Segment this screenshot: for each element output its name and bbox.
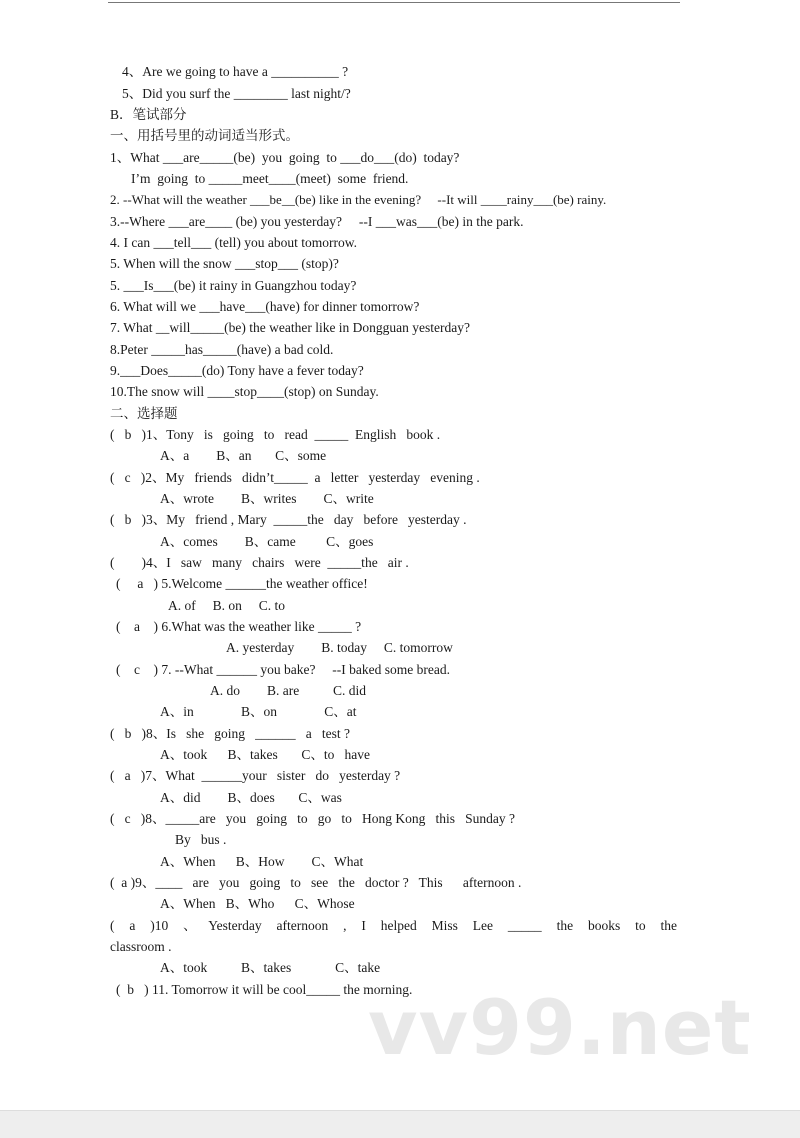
text-line: ( b )3、My friend , Mary _____the day before yesterday .: [110, 512, 467, 527]
text-line: classroom .: [110, 939, 172, 954]
section-heading: B．笔试部分: [110, 107, 187, 122]
text-line: I’m going to _____meet____(meet) some friend.: [131, 171, 409, 186]
text-line: A、When B、How C、What: [160, 854, 364, 869]
text-line: ( a ) 5.Welcome ______the weather office!: [116, 576, 368, 591]
watermark: vv99.net: [368, 983, 752, 1072]
text-line: ( c )2、My friends didn’t_____ a letter yesterday evening .: [110, 470, 480, 485]
text-line: ( b ) 11. Tomorrow it will be cool_____ the morning.: [116, 982, 413, 997]
text-line: A、comes B、came C、goes: [160, 534, 374, 549]
text-line: A. yesterday B. today C. tomorrow: [226, 640, 453, 655]
text-line: 2. --What will the weather ___be__(be) like in the evening? --It will ____rainy___(be) rainy.: [110, 192, 607, 207]
text-line: 4. I can ___tell___ (tell) you about tomorrow.: [110, 235, 357, 250]
text-line: By bus .: [175, 832, 227, 847]
text-line: ( b )8、Is she going ______ a test ?: [110, 726, 350, 741]
text-line: ( a ) 6.What was the weather like _____ ?: [116, 619, 362, 634]
text-line: A、did B、does C、was: [160, 790, 342, 805]
text-line: 1、What ___are_____(be) you going to ___do___(do) today?: [110, 150, 460, 165]
text-line: A. do B. are C. did: [210, 683, 366, 698]
text-line: A. of B. on C. to: [168, 598, 286, 613]
text-line: A、in B、on C、at: [160, 704, 357, 719]
text-line: ( b )1、Tony is going to read _____ English book .: [110, 427, 441, 442]
page-bottom-band: [0, 1110, 800, 1138]
text-line: A、wrote B、writes C、write: [160, 491, 374, 506]
text-line: A、took B、takes C、take: [160, 960, 381, 975]
section-heading: 一、用括号里的动词适当形式。: [110, 128, 299, 143]
text-line: 10.The snow will ____stop____(stop) on Sunday.: [110, 384, 379, 399]
text-line: ( a )10 、Yesterday afternoon , I helped Miss Lee _____ the books to the: [110, 918, 677, 933]
text-line: ( )4、I saw many chairs were _____the air .: [110, 555, 409, 570]
text-line: A、took B、takes C、to have: [160, 747, 370, 762]
text-line: 3.--Where ___are____ (be) you yesterday? --I ___was___(be) in the park.: [110, 214, 524, 229]
text-line: 7. What __will_____(be) the weather like in Dongguan yesterday?: [110, 320, 471, 335]
text-line: 8.Peter _____has_____(have) a bad cold.: [110, 342, 334, 357]
text-line: ( a )7、What ______your sister do yesterday ?: [110, 768, 401, 783]
text-line: ( c )8、_____are you going to go to Hong Kong this Sunday ?: [110, 811, 515, 826]
text-line: A、When B、Who C、Whose: [160, 896, 355, 911]
text-line: ( a )9、____ are you going to see the doctor ? This afternoon .: [110, 875, 522, 890]
text-line: 5、Did you surf the ________ last night/?: [122, 86, 351, 101]
text-line: ( c ) 7. --What ______ you bake? --I baked some bread.: [116, 662, 451, 677]
text-line: 6. What will we ___have___(have) for dinner tomorrow?: [110, 299, 420, 314]
text-line: 9.___Does_____(do) Tony have a fever today?: [110, 363, 364, 378]
text-line: 4、Are we going to have a __________ ?: [122, 64, 349, 79]
text-line: 5. ___Is___(be) it rainy in Guangzhou today?: [110, 278, 357, 293]
text-line: 5. When will the snow ___stop___ (stop)?: [110, 256, 339, 271]
section-heading: 二、选择题: [110, 406, 178, 421]
text-line: A、a B、an C、some: [160, 448, 327, 463]
